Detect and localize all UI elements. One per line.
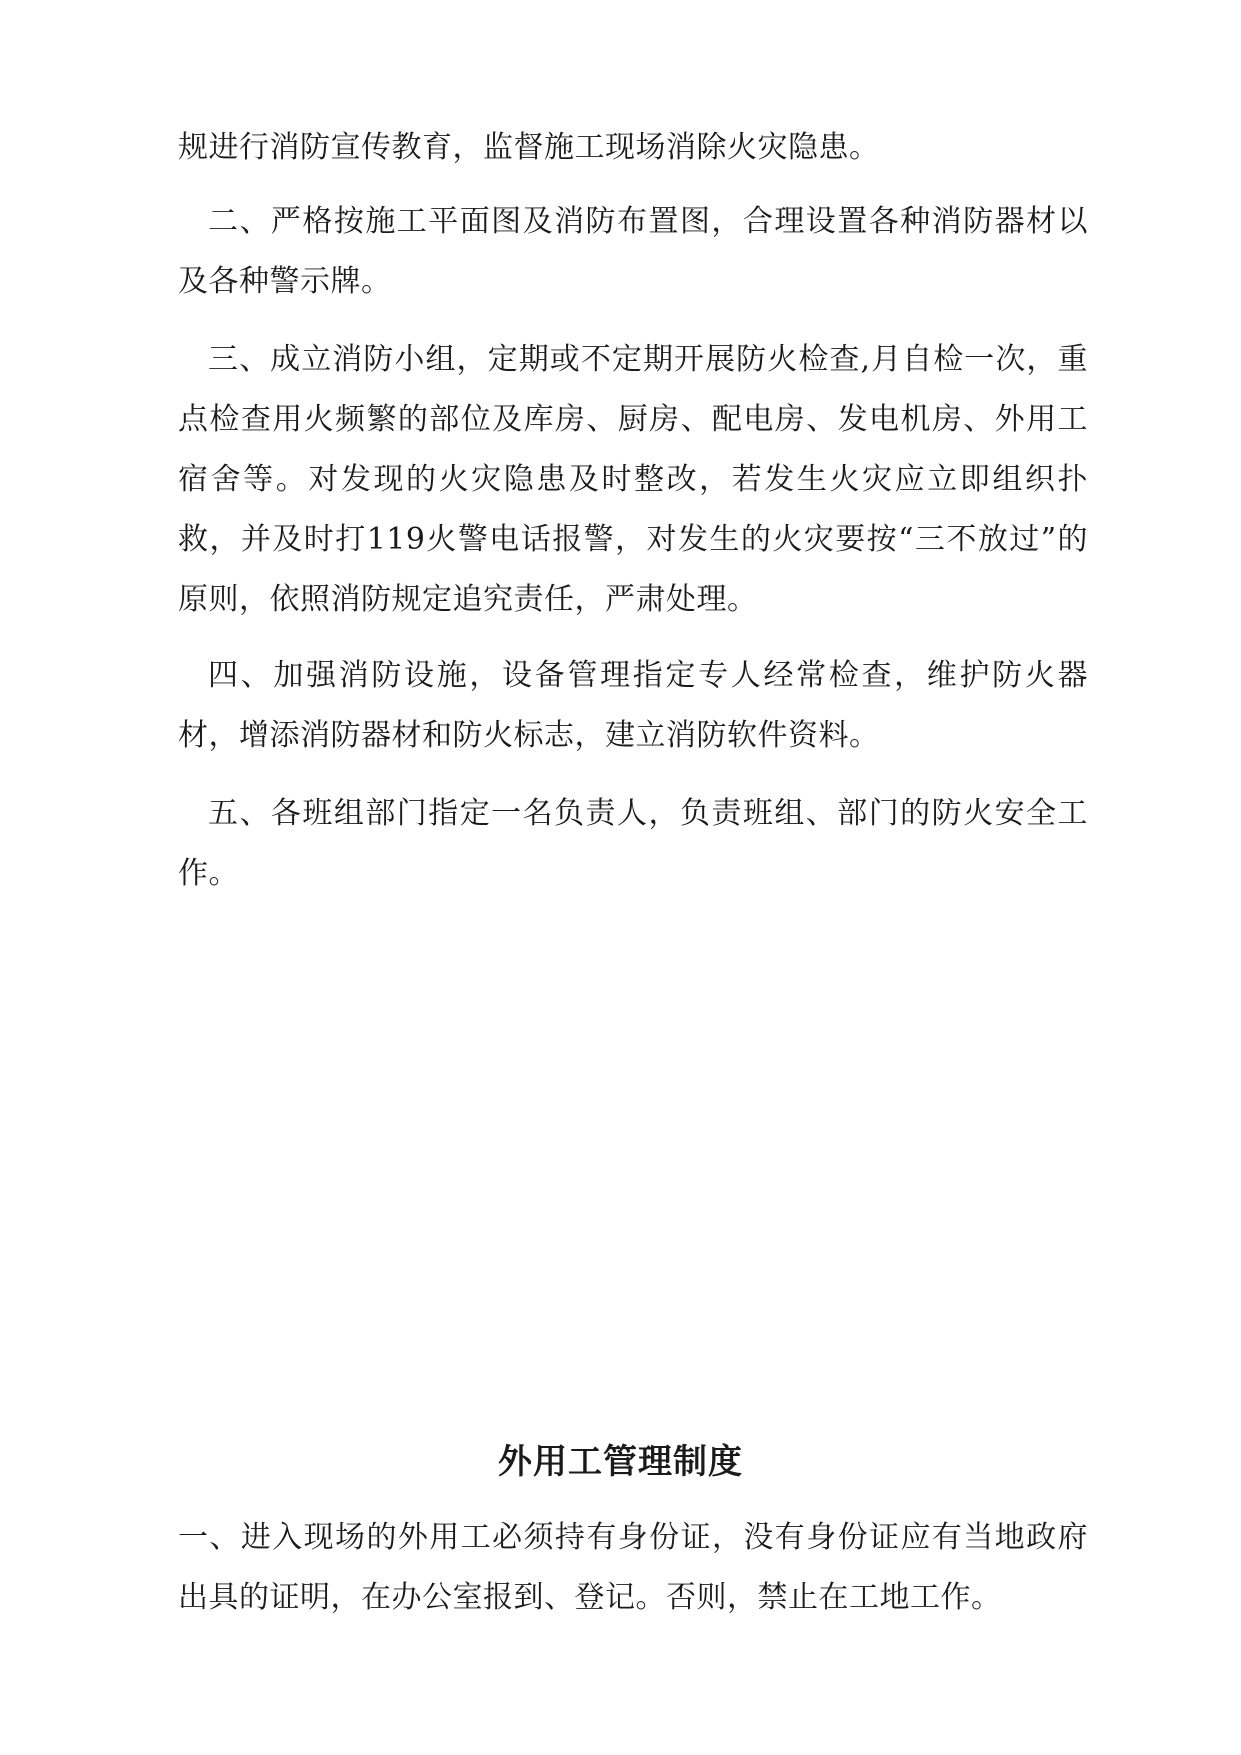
paragraph-item-4: 四、加强消防设施，设备管理指定专人经常检查，维护防火器材，增添消防器材和防火标志，建立消防软件资料。	[178, 658, 1088, 753]
paragraph-item-2: 二、严格按施工平面图及消防布置图，合理设置各种消防器材以及各种警示牌。	[178, 204, 1088, 299]
paragraph-rule-1: 一、进入现场的外用工必须持有身份证，没有身份证应有当地政府出具的证明，在办公室报到、登记。否则，禁止在工地工作。	[178, 1520, 1088, 1615]
paragraph-item-3: 三、成立消防小组，定期或不定期开展防火检查,月自检一次，重点检查用火频繁的部位及库房、厨房、配电房、发电机房、外用工宿舍等。对发现的火灾隐患及时整改，若发生火灾应立即组织扑救，并及时打119火警电话报警，对发生的火灾要按“三不放过”的原则，依照消防规定追究责任，严肃处理。	[178, 342, 1088, 617]
paragraph-continuation: 规进行消防宣传教育，监督施工现场消除火灾隐患。	[178, 130, 880, 165]
paragraph-item-5: 五、各班组部门指定一名负责人，负责班组、部门的防火安全工作。	[178, 796, 1088, 891]
section-title: 外用工管理制度	[498, 1442, 743, 1482]
